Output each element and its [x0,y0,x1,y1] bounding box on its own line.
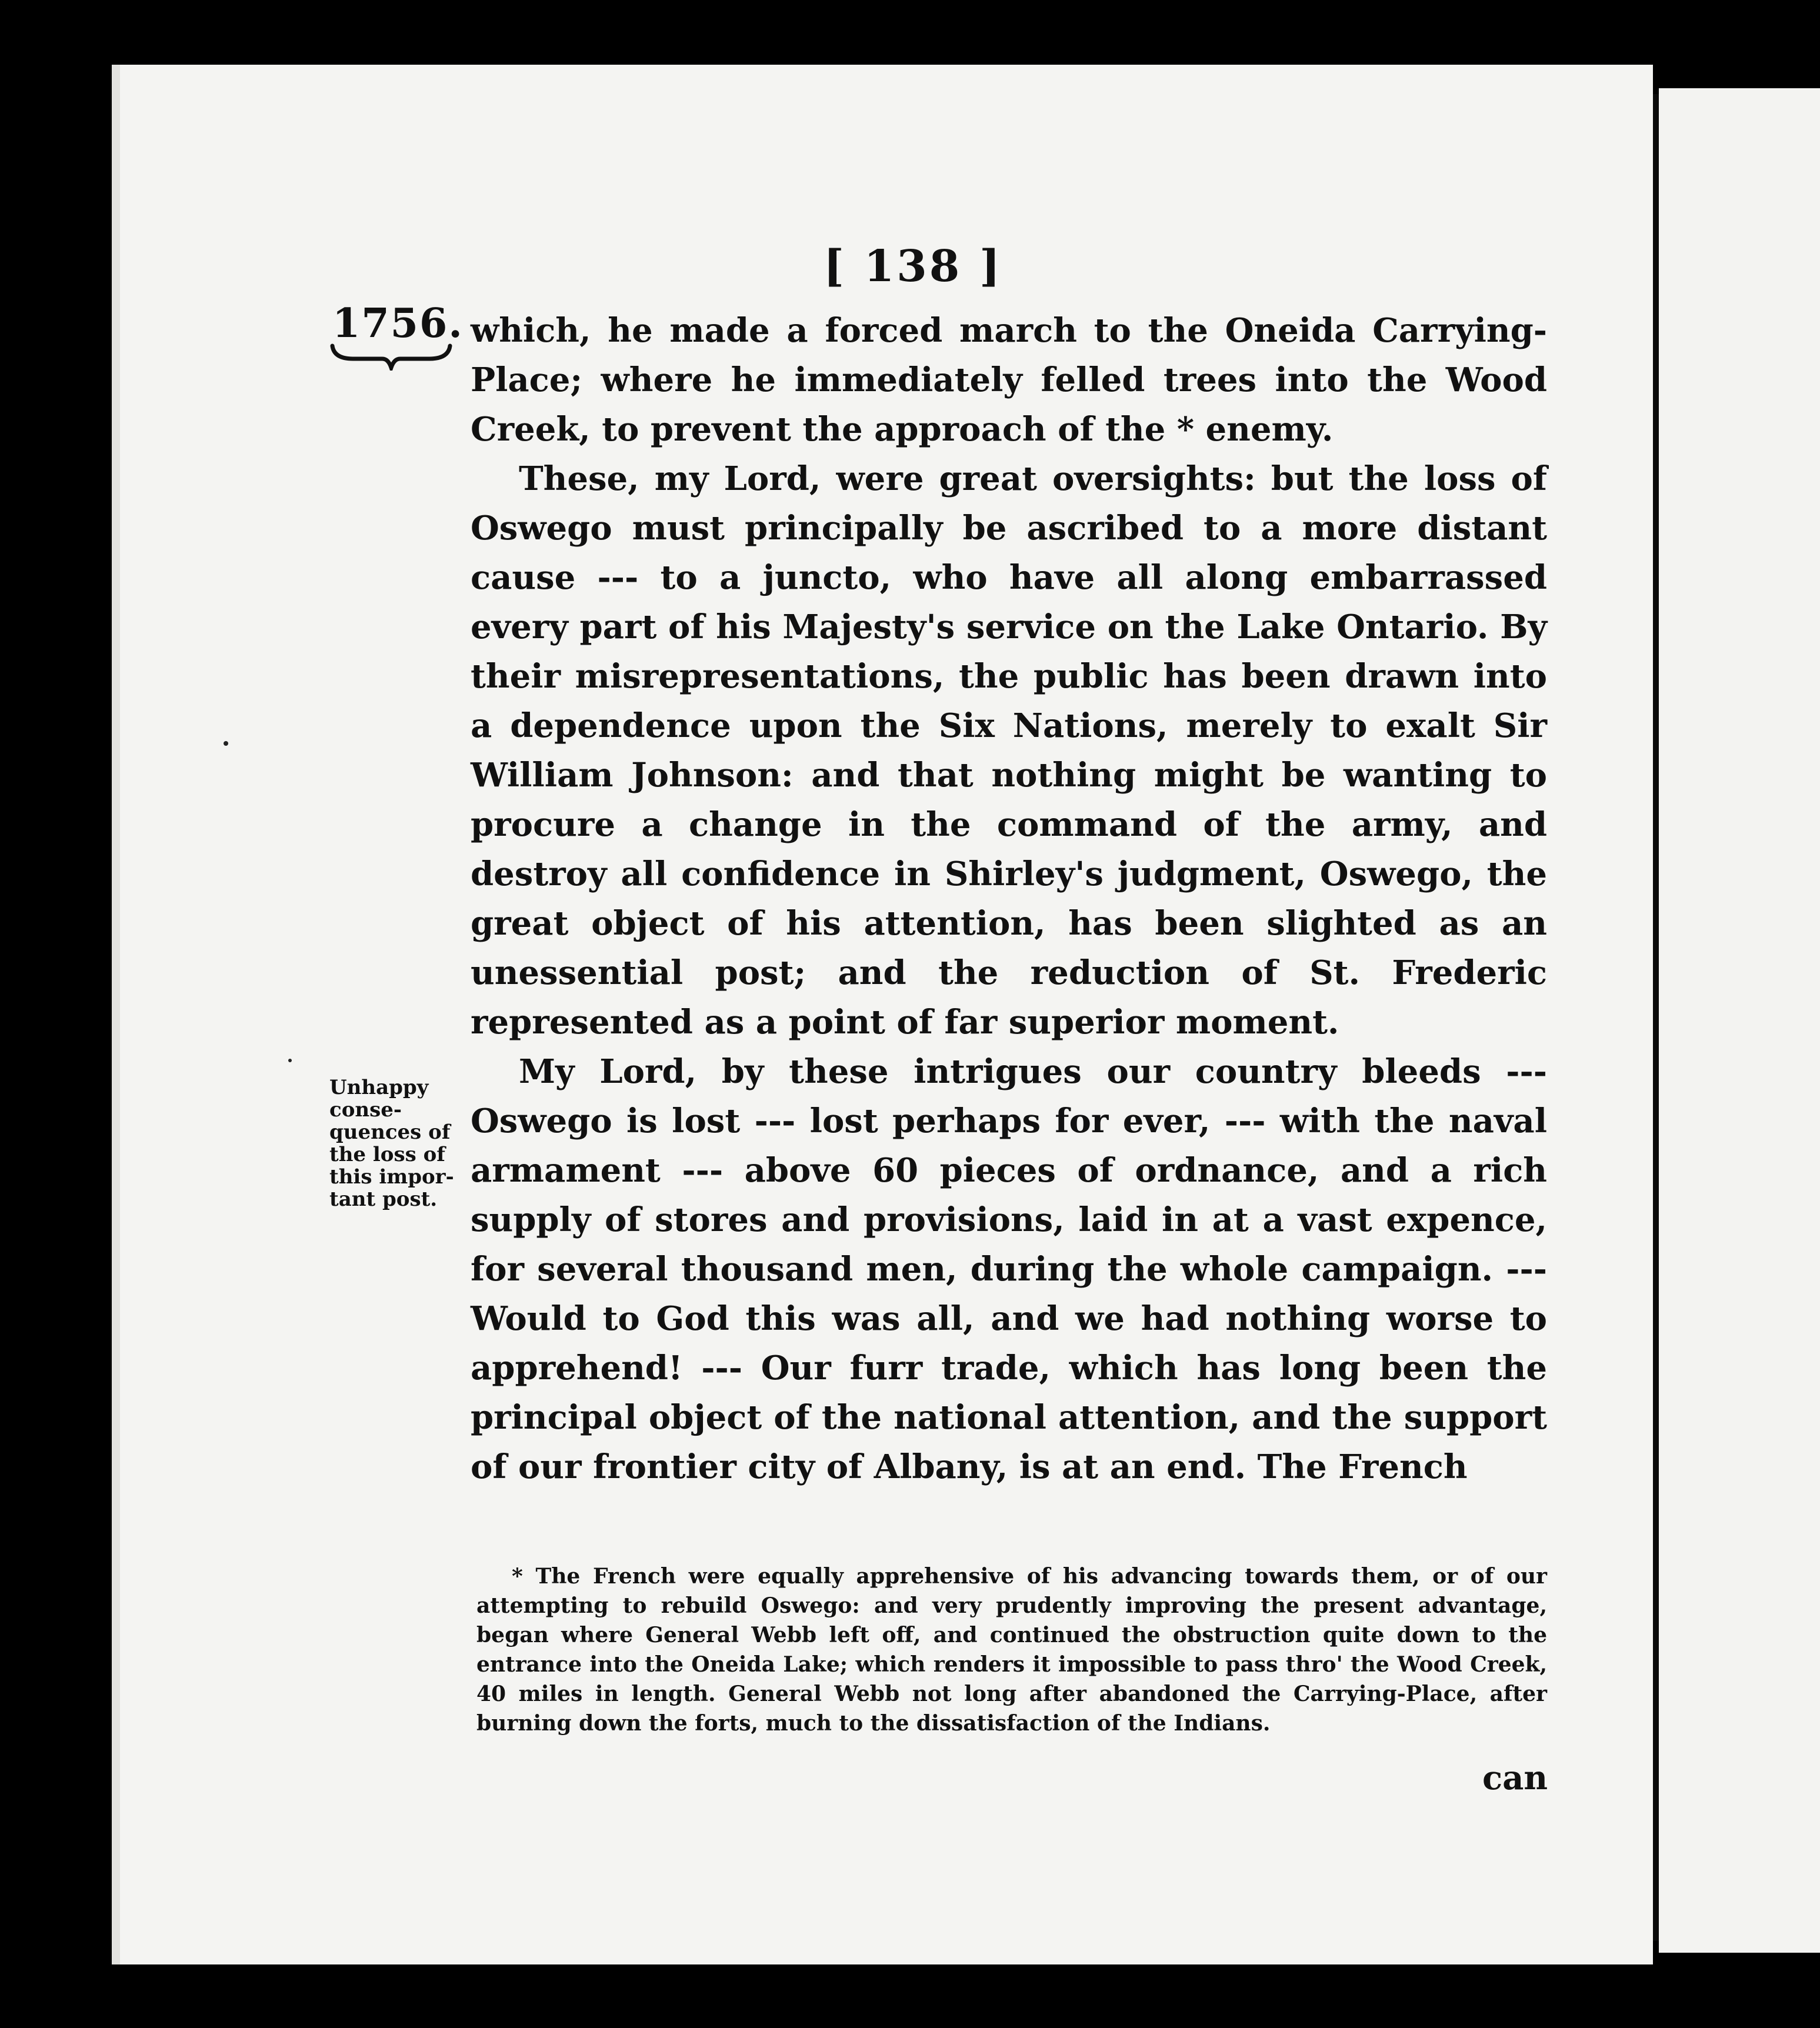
side-note-line: the loss of [329,1143,445,1166]
ink-speck [224,741,228,746]
side-note-line: conse- [329,1098,402,1122]
paragraph-1: which, he made a forced march to the Oneida Carrying-Place; where he immediately felled trees into the Wood Creek, to prevent the approach of the * enemy. [471,311,1547,449]
paragraph-2: These, my Lord, were great oversights: but the loss of Oswego must principally be ascribed to a more distant cause --- to a juncto, who have all along embarrassed every part of his Majesty's service on the Lake Ontario. By their misrepresentations, the public has been drawn into a dependence upon the Six Nations, merely to exalt Sir William Johnson: and that nothing might be wanting to procure a change in the command of the army, and destroy all confidence in Shirley's judgment, Oswego, the great object of his attention, has been slighted as an unessential post; and the reduction of St. Frederic represented as a point of far superior moment. [471,459,1547,1042]
side-note [329,1076,462,1210]
book-page [112,65,1653,1964]
side-note-line: Unhappy [329,1076,429,1099]
year-marginal: 1756. [332,300,464,347]
facing-page-edge [1659,88,1820,1953]
paragraph-3: My Lord, by these intrigues our country bleeds --- Oswego is lost --- lost perhaps for ever, --- with the naval armament --- above 60 pieces of ordnance, and a rich supply of stores and provisions, laid in at a vast expence, for several thousand men, during the whole campaign. --- Would to God this was all, and we had nothing worse to apprehend! --- Our furr trade, which has long been the principal object of the national attention, and the support of our frontier city of Albany, is at an end. The French [471,1052,1547,1486]
side-note-line: quences of [329,1120,451,1144]
side-note-line: tant post. [329,1188,438,1211]
year-brace-icon [329,341,453,371]
side-note-line: this impor- [329,1165,454,1189]
main-text [471,306,1547,1492]
ink-speck [288,1059,292,1062]
page-left-edge [112,65,120,1964]
page-number: [ 138 ] [824,241,1003,292]
footnote: * The French were equally apprehensive of his advancing towards them, or of our attempting to rebuild Oswego: and very prudently improving the present advantage, began where General Webb left off, and continued the obstruction quite down to the entrance into the Oneida Lake; which renders it impossible to pass thro' the Wood Creek, 40 miles in length. General Webb not long after abandoned the Carrying-Place, after burning down the forts, much to the dissatisfaction of the Indians. [476,1564,1547,1736]
catchword: can [1482,1759,1548,1797]
